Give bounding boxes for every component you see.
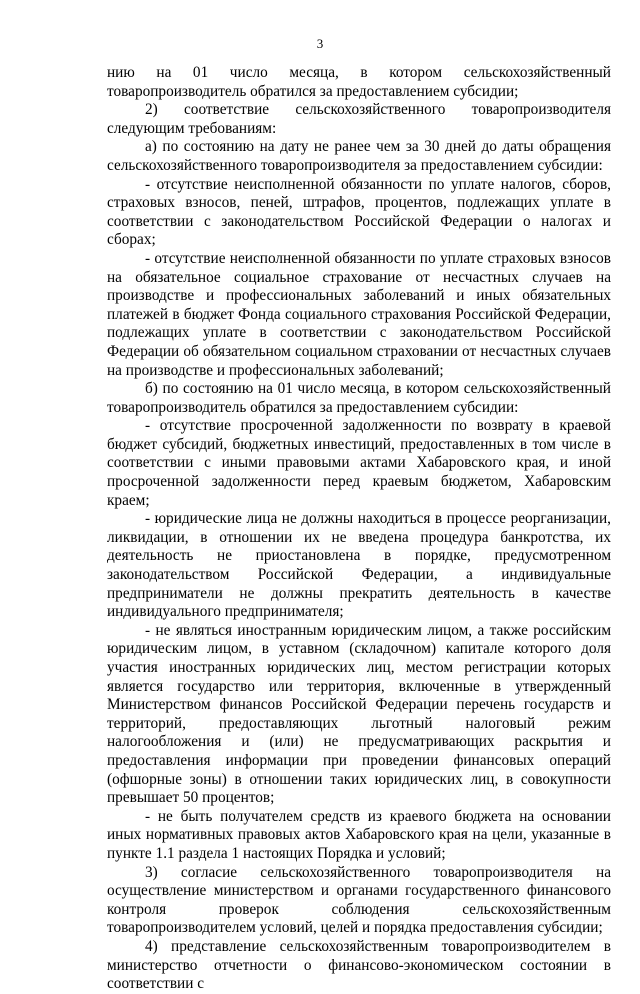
paragraph-bullet-foreign-entity: - не являться иностранным юридическим лицом, а также российским юридическим лицом, в уставном (складочном) капитале которого доля участия иностранных юридических лиц, местом регистрации которых является государство или территория, включенные в утвержденный Министерством финансов Российской Федерации перечень государств и территорий, предоставляющих льготный налоговый режим налогообложения и (или) не предусматривающих раскрытия и предоставления информации при проведении финансовых операций (офшорные зоны) в отношении таких юридических лиц, в совокупности превышает 50 процентов;: [107, 621, 611, 807]
paragraph-subitem-a: а) по состоянию на дату не ранее чем за 30 дней до даты обращения сельскохозяйственного товаропроизводителя за предоставлением субсидии:: [107, 138, 611, 174]
paragraph-item-4: 4) представление сельскохозяйственным товаропроизводителем в министерство отчетности о финансово-экономическом состоянии в соответствии с: [107, 937, 611, 993]
paragraph-bullet-insurance: - отсутствие неисполненной обязанности по уплате страховых взносов на обязательное социальное страхование от несчастных случаев на производстве и профессиональных заболеваний и иных обязательных платежей в бюджет Фонда социального страхования Российской Федерации, подлежащих уплате в соответствии с законодательством Российской Федерации об обязательном социальном страховании от несчастных случаев на производстве и профессиональных заболеваний;: [107, 249, 611, 379]
paragraph-continuation: нию на 01 число месяца, в котором сельскохозяйственный товаропроизводитель обратился за предоставлением субсидии;: [107, 64, 611, 100]
paragraph-bullet-taxes: - отсутствие неисполненной обязанности по уплате налогов, сборов, страховых взносов, пеней, штрафов, процентов, подлежащих уплате в соответствии с законодательством Российской Федерации о налогах и сборах;: [107, 175, 611, 249]
paragraph-item-3: 3) согласие сельскохозяйственного товаропроизводителя на осуществление министерством и органами государственного финансового контроля проверок соблюдения сельскохозяйственным товаропроизводителем условий, целей и порядка предоставления субсидии;: [107, 863, 611, 937]
document-body: [107, 64, 611, 994]
paragraph-bullet-debt: - отсутствие просроченной задолженности по возврату в краевой бюджет субсидий, бюджетных инвестиций, предоставленных в том числе в соответствии с иными правовыми актами Хабаровского края, и иной просроченной задолженности перед краевым бюджетом, Хабаровским краем;: [107, 417, 611, 509]
paragraph-item-2: 2) соответствие сельскохозяйственного товаропроизводителя следующим требованиям:: [107, 101, 611, 137]
paragraph-bullet-reorganization: - юридические лица не должны находиться в процессе реорганизации, ликвидации, в отношении их не введена процедура банкротства, их деятельность не приостановлена в порядке, предусмотренном законодательством Российской Федерации, а индивидуальные предприниматели не должны прекратить деятельность в качестве индивидуального предпринимателя;: [107, 510, 611, 621]
paragraph-subitem-b: б) по состоянию на 01 число месяца, в котором сельскохозяйственный товаропроизводитель обратился за предоставлением субсидии:: [107, 380, 611, 416]
paragraph-bullet-other-funds: - не быть получателем средств из краевого бюджета на основании иных нормативных правовых актов Хабаровского края на цели, указанные в пункте 1.1 раздела 1 настоящих Порядка и условий;: [107, 807, 611, 862]
page-number: 3: [316, 36, 324, 51]
